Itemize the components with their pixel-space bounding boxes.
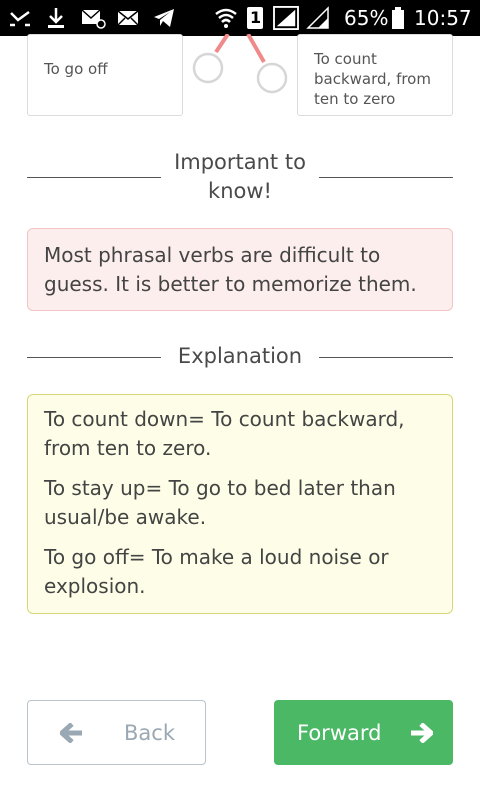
- download-icon: [44, 6, 68, 30]
- important-note-text: Most phrasal verbs are difficult to guess. It is better to memorize them.: [44, 243, 417, 296]
- match-card-left[interactable]: [27, 34, 183, 116]
- important-heading: [27, 148, 453, 206]
- explanation-heading-text: Explanation: [177, 344, 303, 368]
- match-card-left-text: To go off: [44, 60, 108, 78]
- battery-percent: 65%: [344, 6, 389, 30]
- back-button[interactable]: [27, 700, 206, 765]
- signal-icon: [306, 6, 330, 30]
- arrow-left-icon: [60, 723, 84, 743]
- match-card-right-text: To count backward, from ten to zero: [314, 50, 431, 108]
- forward-button[interactable]: [274, 700, 453, 765]
- battery-icon: [391, 6, 405, 30]
- explanation-item: To go off= To make a loud noise or explosion.: [44, 545, 389, 598]
- important-note: [27, 228, 453, 311]
- clock: 10:57: [414, 6, 472, 30]
- explanation-heading: [27, 342, 453, 372]
- arrow-right-icon: [409, 723, 433, 743]
- forward-button-label: Forward: [297, 720, 382, 745]
- explanation-item: To stay up= To go to bed later than usual/be awake.: [44, 476, 396, 529]
- match-connector: [188, 34, 293, 96]
- match-dot-left[interactable]: [194, 54, 222, 82]
- divider-line: [27, 357, 161, 358]
- match-card-right[interactable]: [297, 34, 453, 116]
- match-dot-right[interactable]: [258, 64, 286, 92]
- explanation-box: [27, 394, 453, 614]
- missed-call-icon: [8, 6, 32, 30]
- explanation-item: To count down= To count backward, from ten to zero.: [44, 407, 405, 460]
- email-at-icon: [80, 6, 106, 30]
- mail-icon: [116, 6, 140, 30]
- signal-roaming-icon: [272, 6, 300, 30]
- status-bar: [0, 0, 480, 36]
- important-heading-text: Important to know!: [174, 150, 306, 203]
- back-button-label: Back: [124, 720, 175, 745]
- sim-number: 1: [250, 8, 262, 27]
- divider-line: [27, 177, 161, 178]
- divider-line: [319, 177, 453, 178]
- wifi-icon: [214, 6, 238, 30]
- telegram-icon: [152, 6, 176, 30]
- divider-line: [319, 357, 453, 358]
